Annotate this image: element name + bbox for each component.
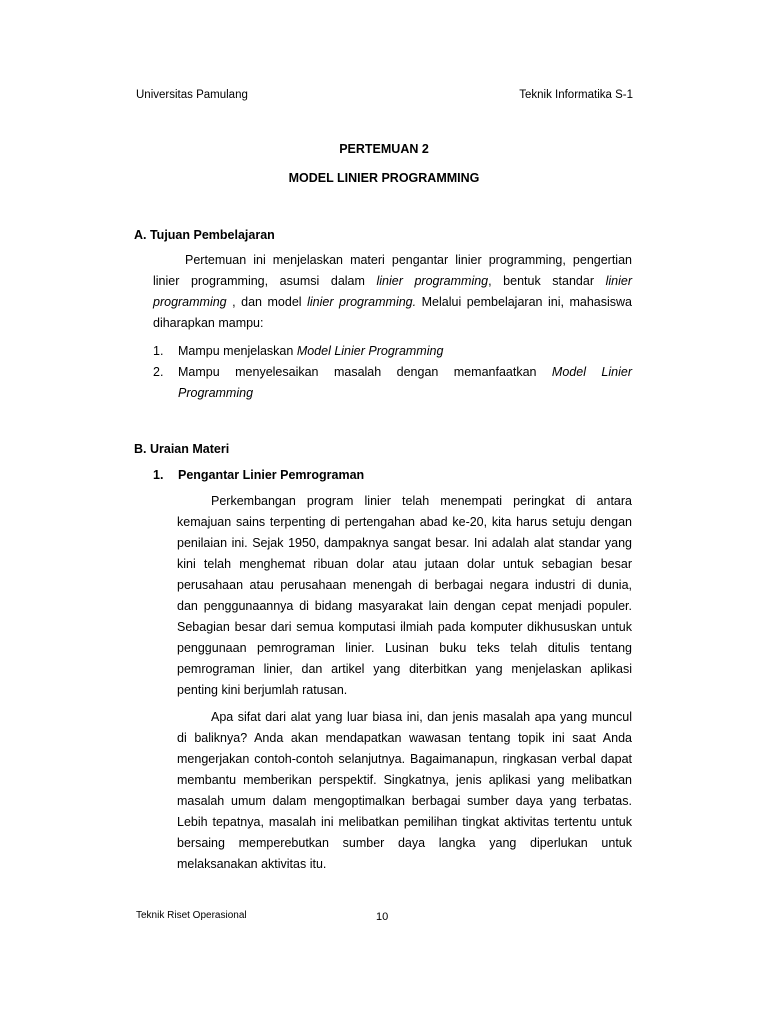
page-title-topic: MODEL LINIER PROGRAMMING [288, 171, 480, 185]
list-item [153, 362, 632, 404]
paragraph-line: pemrograman linier, dan artikel yang diterbitkan yang menjelaskan aplikasi [177, 662, 632, 676]
section-b-heading: B. Uraian Materi [134, 442, 230, 456]
subsection-heading [153, 467, 364, 483]
paragraph-line: Apa sifat dari alat yang luar biasa ini, dan jenis masalah apa yang muncul [211, 710, 632, 724]
section-a-paragraph [153, 250, 632, 334]
section-a-heading: A. Tujuan Pembelajaran [134, 228, 275, 242]
paragraph-line: penting kini berjumlah ratusan. [177, 683, 348, 697]
paragraph-line: kini telah menghemat ribuan dolar atau jutaan dolar untuk sebagian besar [177, 557, 632, 571]
paragraph-line: membantu memberikan perspektif. Singkatnya, jenis aplikasi yang melibatkan [177, 773, 632, 787]
paragraph-line: Lebih tepatnya, masalah ini melibatkan pemilihan tingkat aktivitas tertentu untuk [177, 815, 632, 829]
paragraph-line: programming , dan model linier programming. Melalui pembelajaran ini, mahasiswa [153, 295, 633, 309]
paragraph-line: melaksanakan aktivitas itu. [177, 857, 327, 871]
paragraph-line: Pertemuan ini menjelaskan materi pengantar linier programming, pengertian [185, 253, 632, 267]
subsection-number: 1. [153, 468, 164, 482]
paragraph-line: masalah umum dalam mengoptimalkan berbagai sumber daya yang terbatas. [177, 794, 632, 808]
paragraph-line: dan penggunaannya di bidang masyarakat lain dengan cepat menjadi populer. [177, 599, 632, 613]
list-item-italic-text: Model Linier Programming [296, 344, 444, 358]
page-number: 10 [376, 911, 389, 923]
paragraph-line: penggunaan pemrograman linier. Lusinan buku teks telah ditulis tentang [177, 641, 632, 655]
paragraph-line: Sebagian besar dari semua komputasi ilmiah pada komputer dikhususkan untuk [177, 620, 632, 634]
paragraph-line: bersaing memperebutkan sumber daya langka yang diperlukan untuk [177, 836, 632, 850]
objectives-list [153, 341, 632, 404]
header-program: Teknik Informatika S-1 [519, 89, 633, 101]
list-item-text: Mampu menjelaskan [178, 344, 297, 358]
paragraph-line: perusahaan atau perusahaan menengah di berbagai negara industri di dunia, [177, 578, 632, 592]
paragraph-line: mengerjakan contoh-contoh selanjutnya. Bagaimanapun, ringkasan verbal dapat [177, 752, 632, 766]
footer-course-name: Teknik Riset Operasional [136, 910, 247, 921]
section-b-paragraph-1 [177, 491, 632, 701]
paragraph-line: penilaian ini. Sejak 1950, dampaknya sangat besar. Ini adalah alat standar yang [177, 536, 632, 550]
list-item-italic-text: Programming [178, 386, 254, 400]
list-item [153, 341, 632, 362]
list-item-number: 1. [153, 344, 164, 358]
paragraph-line: linier programming, asumsi dalam linier programming, bentuk standar linier [153, 274, 632, 288]
paragraph-line: di baliknya? Anda akan mendapatkan wawasan tentang topik ini saat Anda [177, 731, 632, 745]
list-item-text: Mampu menyelesaikan masalah dengan memanfaatkan Model Linier [178, 365, 632, 379]
section-b-paragraph-2 [177, 707, 632, 875]
paragraph-line: kemajuan sains terpenting di pertengahan abad ke-20, kita harus setuju dengan [177, 515, 632, 529]
subsection-title: Pengantar Linier Pemrograman [178, 468, 365, 482]
paragraph-line: Perkembangan program linier telah menempati peringkat di antara [211, 494, 632, 508]
paragraph-line: diharapkan mampu: [153, 316, 264, 330]
list-item-number: 2. [153, 365, 164, 379]
page-title-meeting: PERTEMUAN 2 [339, 142, 429, 156]
header-university: Universitas Pamulang [136, 89, 248, 101]
